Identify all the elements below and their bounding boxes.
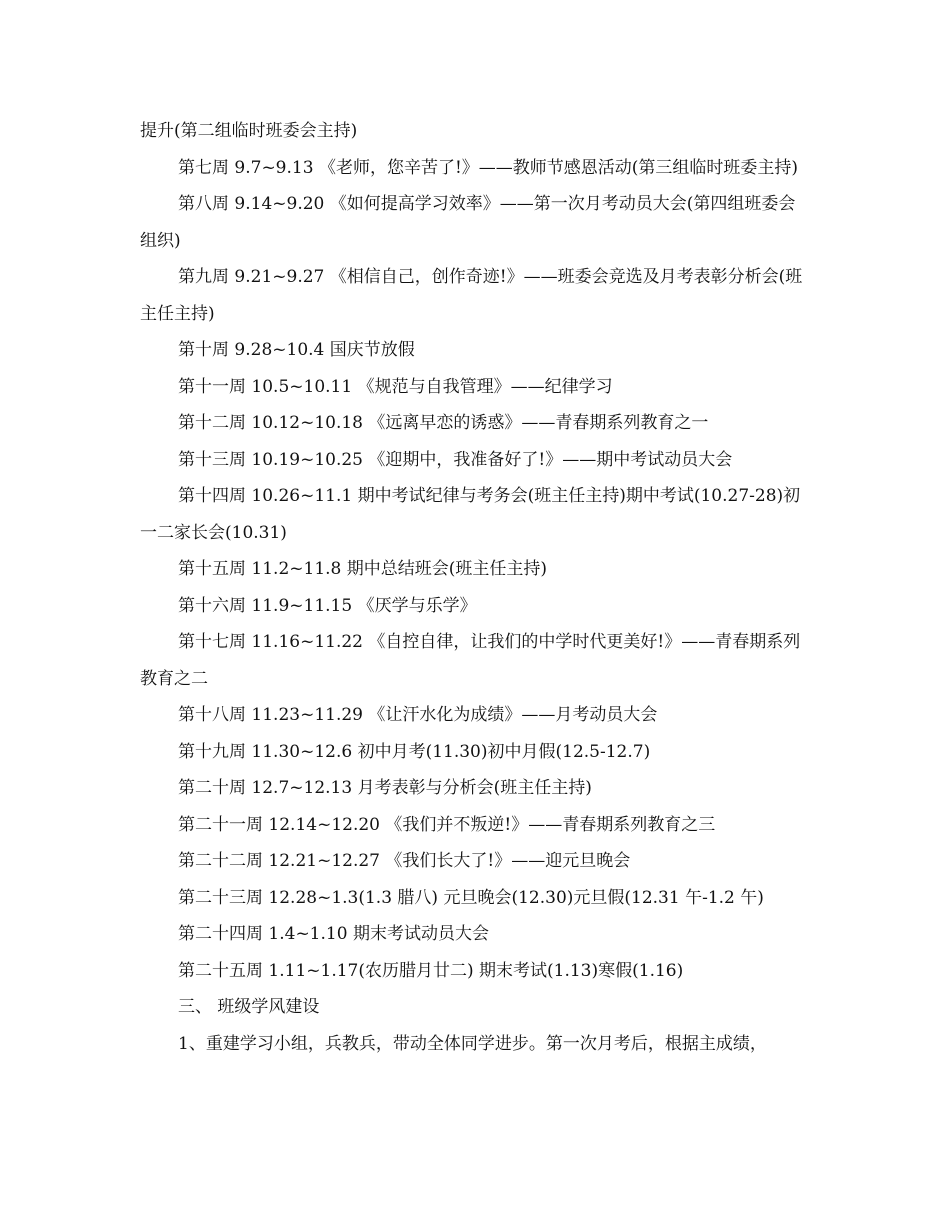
paragraph: 第十九周 11.30~12.6 初中月考(11.30)初中月假(12.5-12.7) (178, 741, 651, 762)
paragraph: 第十五周 11.2~11.8 期中总结班会(班主任主持) (178, 559, 548, 579)
paragraph: 第十周 9.28~10.4 国庆节放假 (178, 340, 415, 360)
paragraph: 第十七周 11.16~11.22 《自控自律，让我们的中学时代更美好!》——青春期系列教育之二 (140, 632, 801, 689)
paragraph: 第二十一周 12.14~12.20 《我们并不叛逆!》——青春期系列教育之三 (178, 814, 716, 835)
paragraph: 提升(第二组临时班委会主持) (140, 121, 358, 141)
paragraph: 第八周 9.14~9.20 《如何提高学习效率》——第一次月考动员大会(第四组班委会组织) (140, 194, 796, 251)
paragraph: 第十四周 10.26~11.1 期中考试纪律与考务会(班主任主持)期中考试(10.27-28)初一二家长会(10.31) (140, 486, 801, 543)
paragraph: 第二十周 12.7~12.13 月考表彰与分析会(班主任主持) (178, 778, 592, 798)
paragraph: 第九周 9.21~9.27 《相信自己，创作奇迹!》——班委会竞选及月考表彰分析会(班主任主持) (140, 267, 803, 324)
paragraph: 1、重建学习小组，兵教兵，带动全体同学进步。第一次月考后，根据主成绩， (178, 1033, 767, 1054)
paragraph: 第十一周 10.5~10.11 《规范与自我管理》——纪律学习 (178, 376, 613, 397)
paragraph: 第二十三周 12.28~1.3(1.3 腊八) 元旦晚会(12.30)元旦假(12.31 午-1.2 午) (178, 887, 764, 908)
paragraph: 第二十四周 1.4~1.10 期末考试动员大会 (178, 924, 489, 944)
paragraph: 第十八周 11.23~11.29 《让汗水化为成绩》——月考动员大会 (178, 705, 658, 725)
section-heading: 三、 班级学风建设 (178, 997, 320, 1017)
paragraph: 第二十五周 1.11~1.17(农历腊月廿二) 期末考试(1.13)寒假(1.16) (178, 960, 684, 981)
paragraph: 第十三周 10.19~10.25 《迎期中，我准备好了!》——期中考试动员大会 (178, 449, 733, 470)
document-body (140, 113, 812, 1062)
paragraph: 第七周 9.7~9.13 《老师，您辛苦了!》——教师节感恩活动(第三组临时班委主持) (178, 157, 799, 178)
paragraph: 第十二周 10.12~10.18 《远离早恋的诱惑》——青春期系列教育之一 (178, 413, 709, 433)
paragraph: 第二十二周 12.21~12.27 《我们长大了!》——迎元旦晚会 (178, 851, 631, 871)
paragraph: 第十六周 11.9~11.15 《厌学与乐学》 (178, 595, 477, 616)
